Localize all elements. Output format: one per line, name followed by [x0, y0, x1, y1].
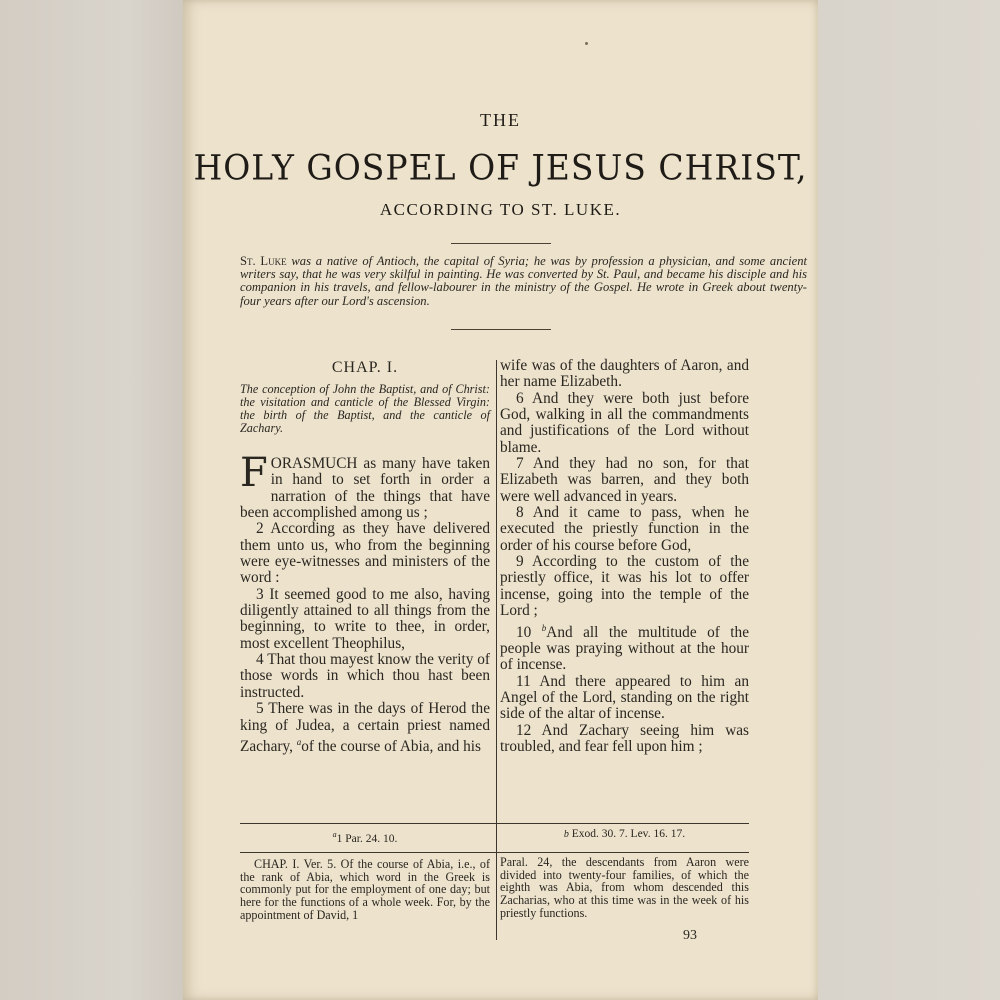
verse-5-end: of the course of Abia, and his [301, 737, 481, 755]
footnote-left-mark: a [332, 830, 337, 839]
drop-cap: F [240, 450, 268, 496]
verse-6: 6 And they were both just before God, walking in all the commandments and justifications of the Lord without blame. [500, 389, 749, 456]
verse-10-number: 10 [516, 623, 542, 641]
title-article: THE [480, 110, 521, 130]
notes-left-text: CHAP. I. Ver. 5. Of the course of Abia, i.e., of the rank of Abia, which word in the Greek is commonly put for the employment of one day; but here for the functions of a whole week. For, by the appointment of David, 1 [240, 857, 490, 922]
chapter-summary: The conception of John the Baptist, and of Christ: the visitation and canticle of the Blessed Virgin: the birth of the Baptist, and the canticle of Zachary. [240, 382, 490, 436]
verse-9: 9 According to the custom of the priestly office, it was his lot to offer incense, going into the temple of the Lord ; [500, 553, 749, 620]
page-subtitle: ACCORDING TO ST. LUKE. [379, 200, 622, 219]
intro-rule-bottom [451, 329, 551, 330]
left-column [240, 450, 490, 755]
verse-4: 4 That thou mayest know the verity of those words in which thou hast been instructed. [240, 651, 490, 701]
footnote-left [240, 830, 490, 845]
intro-text: was a native of Antioch, the capital of Syria; he was by profession a physician, and some ancient writers say, that he was very skilful in painting. He was converted by St. Paul, and became his disciple and his companion in his travels, and fellow-labourer in the ministry of the Gospel. He wrote in Greek about twenty-four years after our Lord's ascension. [240, 254, 807, 308]
verse-5-continued: wife was of the daughters of Aaron, and her name Elizabeth. [500, 357, 749, 391]
paper-speck [585, 42, 588, 45]
verse-5 [240, 701, 490, 755]
verse-12: 12 And Zachary seeing him was troubled, and fear fell upon him ; [500, 721, 749, 755]
verse-11: 11 And there appeared to him an Angel of the Lord, standing on the right side of the altar of incense. [500, 672, 749, 723]
page-number: 93 [683, 928, 697, 943]
scan-margin-left [0, 0, 183, 1000]
intro-rule-top [451, 243, 551, 244]
footnote-left-text: 1 Par. 24. 10. [336, 832, 398, 845]
chapter-heading: CHAP. I. [331, 359, 399, 376]
verse-10-text: And all the multitude of the people was praying without at the hour of incense. [500, 623, 749, 674]
footnote-right-text: Exod. 30. 7. Lev. 16. 17. [571, 828, 686, 840]
footnote-rule [240, 823, 749, 824]
verse-7: 7 And they had no son, for that Elizabeth was barren, and they both were well advanced in years. [500, 455, 749, 505]
page-title: HOLY GOSPEL OF JESUS CHRIST, [193, 147, 808, 188]
footnote-right [500, 828, 749, 840]
verse-1 [240, 450, 490, 522]
scan-margin-right [818, 0, 1000, 1000]
intro-name: St. Luke [240, 254, 287, 268]
verse-8: 8 And it came to pass, when he executed the priestly function in the order of his course before God, [500, 504, 749, 554]
intro-paragraph [240, 255, 807, 308]
book-page [183, 0, 818, 1000]
footnote-mark-b: b [541, 622, 547, 633]
notes-right-text: Paral. 24, the descendants from Aaron were divided into twenty-four families, of which the eighth was Abia, from whom descended this Zacharias, who at this time was in the week of his priestly functions. [500, 855, 749, 920]
notes-right [500, 856, 749, 920]
verse-2: 2 According as they have delivered them unto us, who from the beginning were eye-witnesses and ministers of the word : [240, 520, 490, 587]
right-column [500, 358, 749, 755]
verse-1-text: ORASMUCH as many have taken in hand to set forth in order a narration of the things that have been accomplished among us ; [240, 455, 490, 522]
footnote-right-mark: b [563, 829, 569, 840]
notes-left [240, 858, 490, 922]
verse-5-text: 5 There was in the days of Herod the king of Judea, a certain priest named Zachary, [240, 700, 490, 755]
verse-3: 3 It seemed good to me also, having diligently attained to all things from the beginning, to write to thee, in order, most excellent Theophilus, [240, 585, 490, 652]
column-divider [496, 360, 497, 940]
footnote-mark-a: a [296, 736, 302, 747]
notes-rule [240, 852, 749, 853]
verse-10 [500, 620, 749, 674]
